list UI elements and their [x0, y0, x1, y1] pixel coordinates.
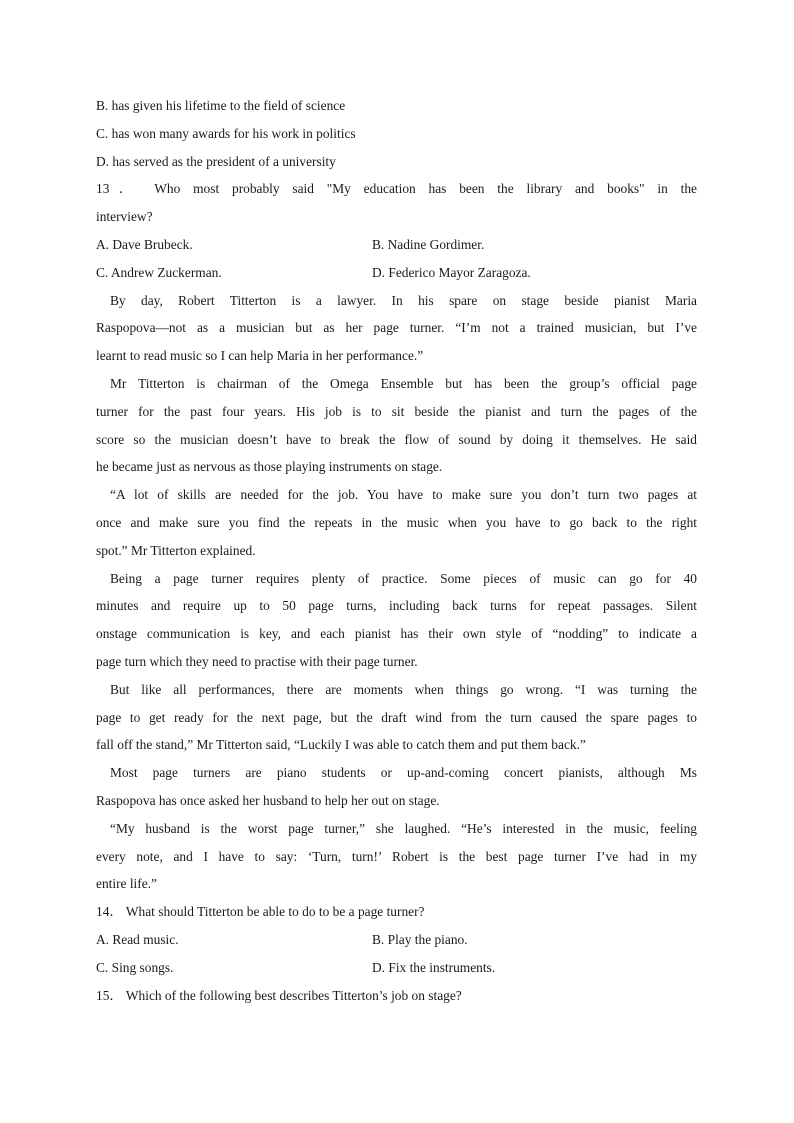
q13-option-a: A. Dave Brubeck. [96, 236, 193, 252]
passage-line: minutes and require up to 50 page turns, including back turns for repeat passages. Silent [96, 598, 697, 614]
passage-line: “My husband is the worst page turner,” she laughed. “He’s interested in the music, feeling [110, 820, 697, 836]
q12-option-b: B. has given his lifetime to the field of science [96, 98, 346, 113]
q13-option-b: B. Nadine Gordimer. [372, 236, 485, 252]
q14-options-row-2 [96, 954, 697, 982]
passage-line: Raspopova—not as a musician but as her page turner. “I’m not a trained musician, but I’ve [96, 320, 697, 336]
passage-line: Most page turners are piano students or up-and-coming concert pianists, although Ms [110, 765, 697, 781]
passage-line: spot.” Mr Titterton explained. [96, 542, 256, 558]
passage-line: Mr Titterton is chairman of the Omega Ensemble but has been the group’s official page [110, 375, 697, 391]
passage-line: score so the musician doesn’t have to break the flow of sound by doing it themselves. He said [96, 431, 697, 447]
passage-line: turner for the past four years. His job is to sit beside the pianist and turn the pages of the [96, 403, 697, 419]
q14-option-b: B. Play the piano. [372, 931, 468, 947]
q13-option-c: C. Andrew Zuckerman. [96, 264, 222, 280]
q14-options-row-1 [96, 926, 697, 954]
q15-stem: 15． Which of the following best describes Titterton’s job on stage? [96, 987, 462, 1003]
q13-option-d: D. Federico Mayor Zaragoza. [372, 264, 531, 280]
passage-line: page to get ready for the next page, but the draft wind from the turn caused the spare pages to [96, 709, 697, 725]
passage-line: every note, and I have to say: ‘Turn, turn!’ Robert is the best page turner I’ve had in my [96, 848, 697, 864]
passage-line: entire life.” [96, 876, 157, 892]
passage-line: But like all performances, there are moments when things go wrong. “I was turning the [110, 681, 697, 697]
passage-line: Raspopova has once asked her husband to help her out on stage. [96, 792, 440, 808]
passage-line: he became just as nervous as those playing instruments on stage. [96, 459, 443, 475]
q13-stem-continued: interview? [96, 209, 153, 225]
q14-option-a: A. Read music. [96, 931, 179, 947]
q14-option-d: D. Fix the instruments. [372, 959, 496, 975]
passage-line: By day, Robert Titterton is a lawyer. In his spare on stage beside pianist Maria [110, 292, 697, 308]
passage-line: once and make sure you find the repeats in the music when you have to go back to the right [96, 514, 697, 530]
passage-line: page turn which they need to practise with their page turner. [96, 653, 418, 669]
passage-line: onstage communication is key, and each pianist has their own style of “nodding” to indicate a [96, 626, 697, 642]
passage-line: fall off the stand,” Mr Titterton said, “Luckily I was able to catch them and put them back.” [96, 737, 586, 753]
q12-option-c: C. has won many awards for his work in politics [96, 125, 356, 141]
passage-line: “A lot of skills are needed for the job. You have to make sure you don’t turn two pages at [110, 487, 697, 503]
q14-stem: 14． What should Titterton be able to do to be a page turner? [96, 904, 425, 920]
passage-line: Being a page turner requires plenty of practice. Some pieces of music can go for 40 [110, 570, 697, 586]
q14-option-c: C. Sing songs. [96, 959, 174, 975]
document-page [96, 92, 697, 1009]
q13-options-row-2 [96, 259, 697, 287]
q13-stem: 13． Who most probably said "My education has been the library and books" in the [96, 181, 697, 197]
passage-line: learnt to read music so I can help Maria in her performance.” [96, 348, 424, 364]
q13-options-row-1 [96, 231, 697, 259]
q12-option-d: D. has served as the president of a university [96, 153, 336, 169]
